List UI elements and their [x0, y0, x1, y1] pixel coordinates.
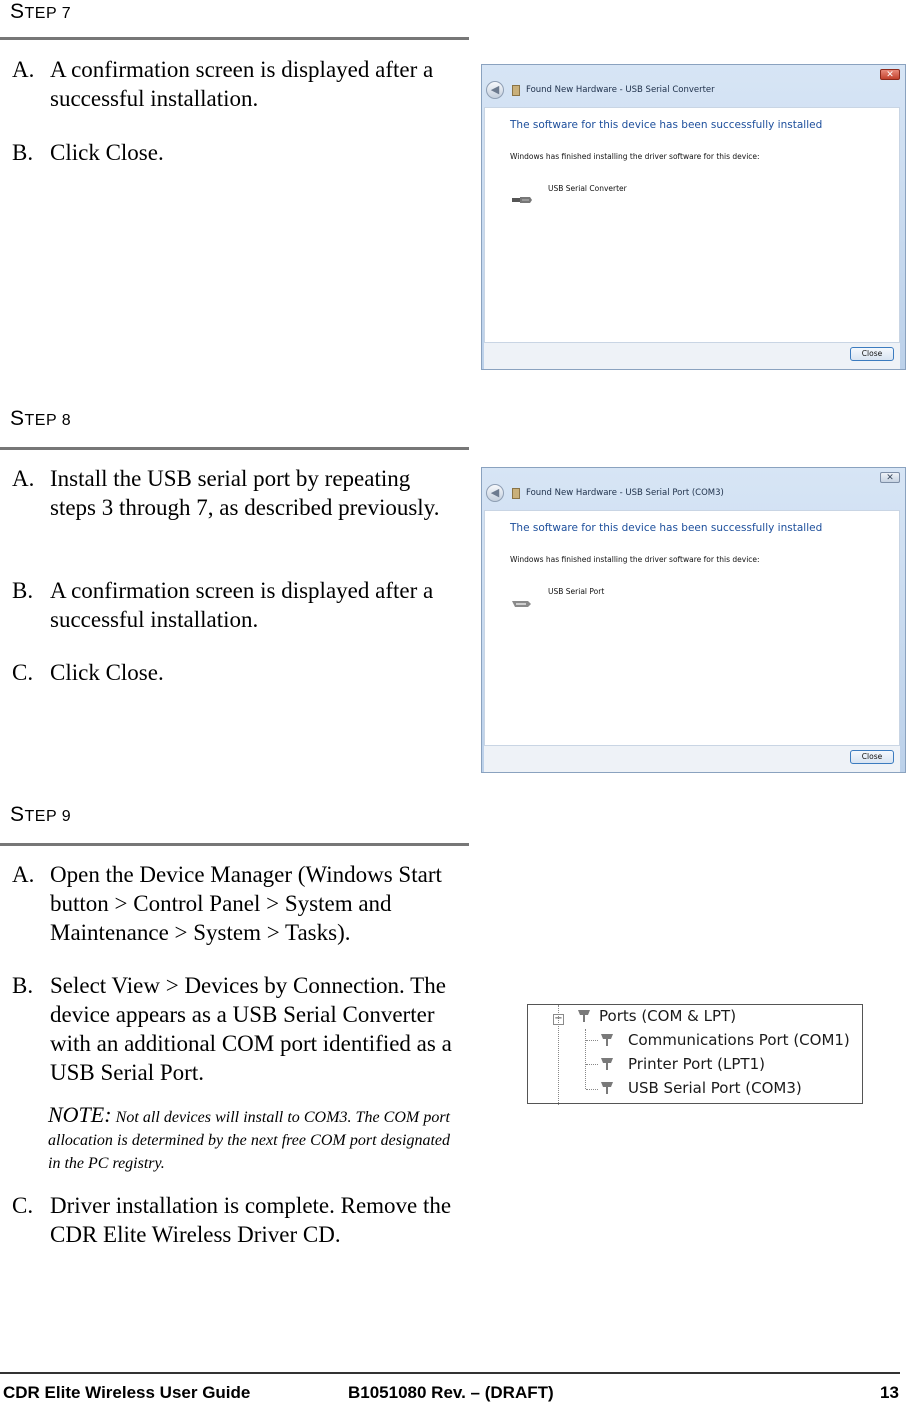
step-8-item-a — [12, 464, 452, 522]
back-arrow-icon[interactable]: ◀ — [486, 484, 504, 502]
step-9-item-b — [12, 971, 452, 1087]
tree-line — [585, 1029, 586, 1089]
page-number: 13 — [880, 1383, 899, 1402]
dialog-footer — [484, 746, 900, 772]
item-letter: C. — [12, 1193, 34, 1218]
hardware-icon — [512, 488, 520, 499]
item-text: Click Close. — [50, 140, 164, 165]
finished-message: Windows has finished installing the driver software for this device: — [510, 152, 760, 161]
step-8-rule — [0, 447, 469, 450]
step-9-heading: STEP 9 — [10, 803, 72, 826]
step-7-heading: STEP 7 — [10, 0, 72, 23]
step-8-dialog-screenshot — [481, 467, 906, 773]
dialog-content — [484, 510, 900, 746]
step-9-item-c — [12, 1191, 452, 1249]
item-text: A confirmation screen is displayed after a successful installation. — [50, 57, 434, 111]
step-8-item-c — [12, 658, 452, 687]
port-icon — [577, 1009, 591, 1023]
dialog-title: Found New Hardware - USB Serial Converter — [526, 85, 715, 95]
step-8-item-b — [12, 576, 452, 634]
step-7-rule — [0, 37, 469, 40]
tree-line — [586, 1089, 598, 1090]
dialog-titlebar — [482, 468, 905, 510]
port-icon — [600, 1081, 614, 1095]
item-text: Click Close. — [50, 660, 164, 685]
collapse-icon[interactable]: − — [554, 1013, 563, 1024]
device-communications-port[interactable]: Communications Port (COM1) — [628, 1031, 850, 1049]
close-icon[interactable]: ✕ — [880, 472, 900, 483]
item-text: Driver installation is complete. Remove the CDR Elite Wireless Driver CD. — [50, 1193, 452, 1247]
tree-line — [586, 1040, 598, 1041]
hardware-icon — [512, 85, 520, 96]
note-lead: NOTE: — [48, 1102, 112, 1127]
footer-rule — [0, 1372, 900, 1374]
category-ports[interactable]: Ports (COM & LPT) — [599, 1007, 737, 1025]
success-message: The software for this device has been successfully installed — [510, 119, 823, 131]
dialog-content — [484, 107, 900, 343]
device-manager-snippet — [527, 1004, 863, 1104]
port-icon — [600, 1057, 614, 1071]
dialog-title: Found New Hardware - USB Serial Port (COM3) — [526, 488, 724, 498]
device-printer-port[interactable]: Printer Port (LPT1) — [628, 1055, 765, 1073]
item-letter: B. — [12, 973, 34, 998]
step-9-item-a — [12, 860, 452, 947]
item-letter: B. — [12, 140, 34, 165]
close-button[interactable]: Close — [850, 750, 894, 764]
item-letter: C. — [12, 660, 34, 685]
item-letter: A. — [12, 57, 35, 82]
footer-guide-title: CDR Elite Wireless User Guide — [3, 1383, 251, 1402]
back-arrow-icon[interactable]: ◀ — [486, 81, 504, 99]
note — [48, 1103, 450, 1175]
tree-line — [586, 1064, 598, 1065]
note-text: Not all devices will install to COM3. The COM port allocation is determined by the next free COM port designated in the PC registry. — [48, 1109, 450, 1172]
device-name: USB Serial Port — [548, 587, 605, 596]
item-text: Open the Device Manager (Windows Start button > Control Panel > System and Maintenance > System > Tasks). — [50, 862, 442, 945]
step-7-dialog-screenshot — [481, 64, 906, 370]
item-letter: A. — [12, 862, 35, 887]
step-8-heading: STEP 8 — [10, 407, 72, 430]
step-7-item-b — [12, 138, 452, 167]
item-text: Install the USB serial port by repeating steps 3 through 7, as described previously. — [50, 466, 440, 520]
item-letter: A. — [12, 466, 35, 491]
serial-port-icon — [512, 598, 532, 608]
dialog-footer — [484, 343, 900, 369]
close-button[interactable]: Close — [850, 347, 894, 361]
item-text: A confirmation screen is displayed after a successful installation. — [50, 578, 434, 632]
footer-doc-number: B1051080 Rev. – (DRAFT) — [348, 1383, 554, 1402]
item-letter: B. — [12, 578, 34, 603]
step-7-item-a — [12, 55, 452, 113]
item-text: Select View > Devices by Connection. The device appears as a USB Serial Converter with an additional COM port identified as a USB Serial Port. — [50, 973, 452, 1085]
close-icon[interactable]: ✕ — [880, 69, 900, 80]
usb-device-icon — [512, 195, 532, 205]
device-name: USB Serial Converter — [548, 184, 627, 193]
success-message: The software for this device has been successfully installed — [510, 522, 823, 534]
step-9-rule — [0, 843, 469, 846]
port-icon — [600, 1033, 614, 1047]
finished-message: Windows has finished installing the driver software for this device: — [510, 555, 760, 564]
device-usb-serial-port[interactable]: USB Serial Port (COM3) — [628, 1079, 802, 1097]
dialog-titlebar — [482, 65, 905, 107]
